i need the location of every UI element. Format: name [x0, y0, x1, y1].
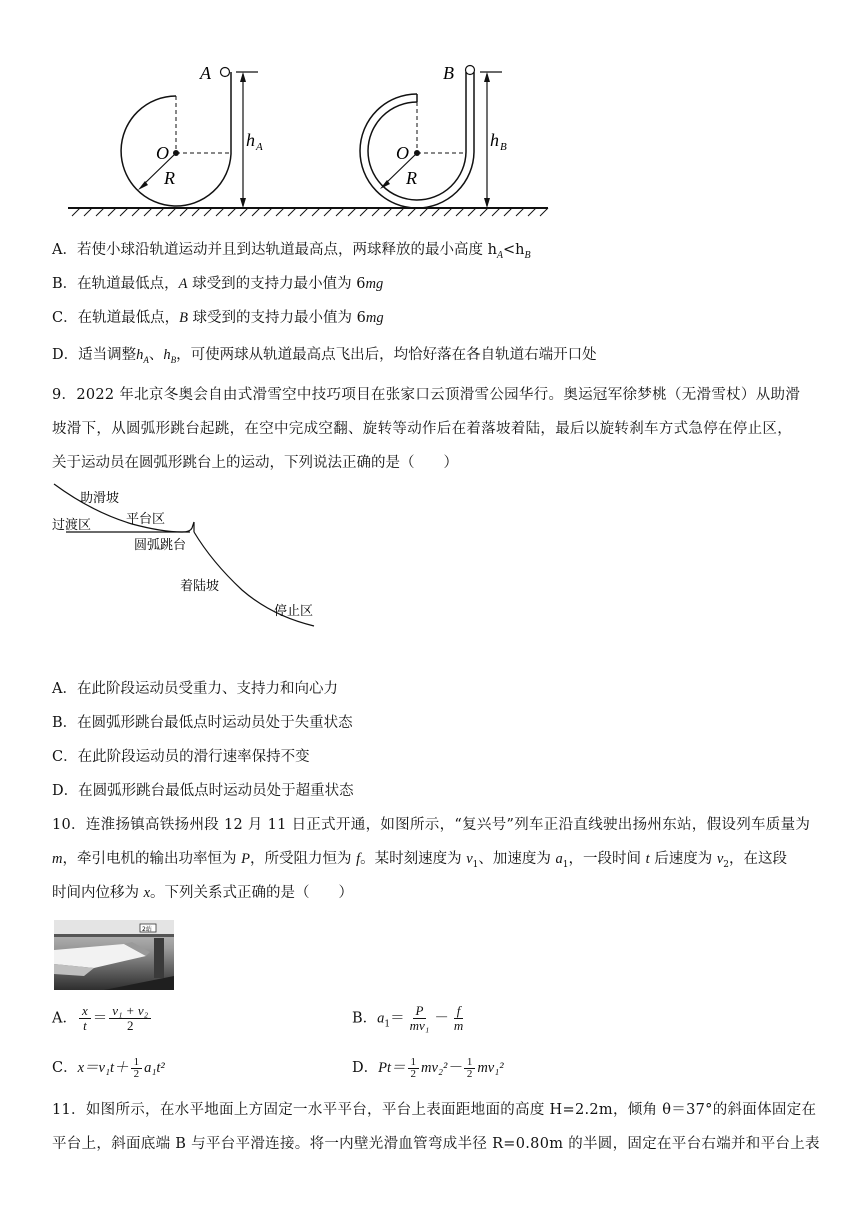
- q8-option-c: C．在轨道最低点，B 球受到的支持力最小值为 6mg: [52, 310, 384, 326]
- train-photo: [54, 920, 174, 990]
- q8-option-b: B．在轨道最低点，A 球受到的支持力最小值为 6mg: [52, 276, 384, 292]
- q9-option-b: B．在圆弧形跳台最低点时运动员处于失重状态: [52, 715, 353, 731]
- label-zhuhuapo: 助滑坡: [80, 491, 120, 506]
- ski-slope-diagram: [52, 482, 342, 632]
- q9-option-c: C．在此阶段运动员的滑行速率保持不变: [52, 749, 310, 765]
- label-a: A: [200, 63, 211, 83]
- label-hb-sub: B: [500, 141, 507, 153]
- q10-stem-line2: m，牵引电机的输出功率恒为 P，所受阻力恒为 f。某时刻速度为 $v_1$、加速度为 $a_1$，一段时间 t 后速度为 $v_2$，在这段: [52, 851, 787, 870]
- q11-stem-line1: 11．如图所示，在水平地面上方固定一水平平台，平台上表面距地面的高度 H=2.2m，倾角 θ＝37°的斜面体固定在: [52, 1102, 817, 1118]
- q10-stem-line3: 时间内位移为 x。下列关系式正确的是（ ）: [52, 885, 354, 901]
- label-o1: O: [156, 143, 169, 163]
- label-zhuoluopo: 着陆坡: [180, 579, 220, 594]
- q9-stem-line2: 坡滑下，从圆弧形跳台起跳，在空中完成空翻、旋转等动作后在着落坡着陆，最后以旋转刹车方式急停在停止区，: [52, 421, 792, 437]
- q10-option-a: A． $\frac{x}{t}$ ＝ $\frac{\text{v₁ + v₂}}{2}$: [52, 1004, 153, 1033]
- q11-stem-line2: 平台上，斜面底端 B 与平台平滑连接。将一内壁光滑血管弯成半径 R=0.80m 的半圆，固定在平台右端并和平台上表: [52, 1136, 820, 1152]
- label-b: B: [443, 63, 454, 83]
- track-diagram: [60, 58, 550, 218]
- q10-option-b: B．$a_1=$ $\frac{P}{\text{mv₁}}$ － $\frac{f}{m}$: [352, 1003, 464, 1033]
- label-yuanhutiaotai: 圆弧跳台: [134, 538, 187, 553]
- q10-option-d: D．Pt＝ $\frac{1}{2}$ mv₂²－ $\frac{1}{2}$ mv₁²: [352, 1055, 504, 1080]
- track-a: [121, 68, 258, 209]
- label-pingtaiqu: 平台区: [126, 512, 166, 527]
- label-guoduqu: 过渡区: [52, 518, 92, 533]
- q9-stem-line1: 9．2022 年北京冬奥会自由式滑雪空中技巧项目在张家口云顶滑雪公园华行。奥运冠军徐梦桃（无滑雪杖）从助滑: [52, 387, 801, 403]
- q9-option-a: A．在此阶段运动员受重力、支持力和向心力: [52, 681, 338, 697]
- label-r1: R: [164, 168, 175, 188]
- label-ha: h: [246, 130, 255, 150]
- q9-option-d: D．在圆弧形跳台最低点时运动员处于超重状态: [52, 783, 354, 799]
- label-hb: h: [490, 130, 499, 150]
- q9-stem-line3: 关于运动员在圆弧形跳台上的运动，下列说法正确的是（ ）: [52, 455, 458, 471]
- q8-option-a: A．若使小球沿轨道运动并且到达轨道最高点，两球释放的最小高度 $h_A<h_B$: [52, 242, 531, 261]
- q10-stem-line1: 10．连淮扬镇高铁扬州段 12 月 11 日正式开通，如图所示，“复兴号”列车正沿直线驶出扬州东站，假设列车质量为: [52, 817, 811, 833]
- track-b: [360, 66, 502, 209]
- label-r2: R: [406, 168, 417, 188]
- station-sign: 2站: [142, 926, 152, 933]
- label-tingzhiqu: 停止区: [274, 604, 314, 619]
- q8-option-d: D．适当调整$h_A$、$h_B$，可使两球从轨道最高点飞出后，均恰好落在各自轨道右端开口处: [52, 347, 597, 365]
- label-ha-sub: A: [256, 141, 263, 153]
- q10-option-c: C．x＝v₁t＋ $\frac{1}{2}$ a₁t²: [52, 1055, 165, 1080]
- label-o2: O: [396, 143, 409, 163]
